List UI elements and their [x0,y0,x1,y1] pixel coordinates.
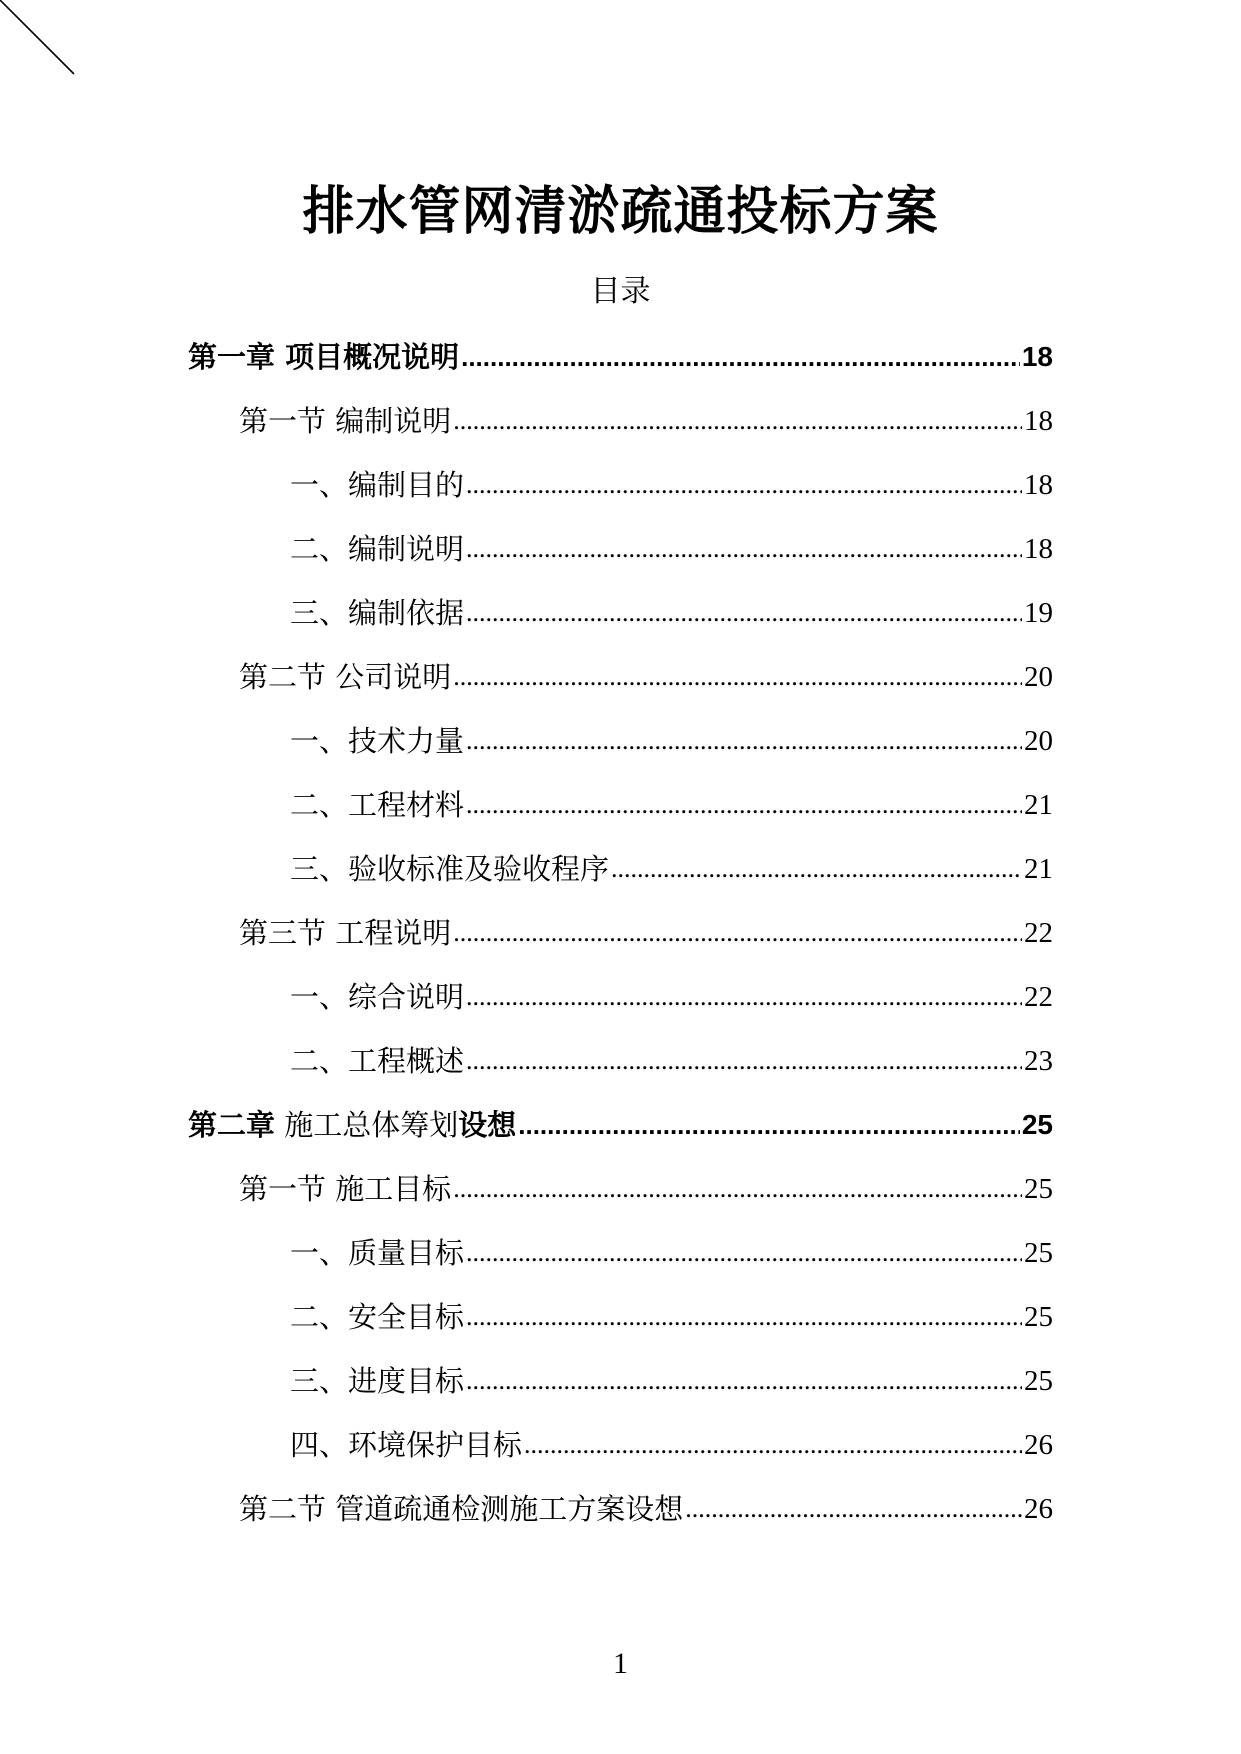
toc-entry-label: 一、技术力量 [290,724,465,758]
dot-leader [466,1297,1022,1337]
toc-entry-item[interactable] [290,461,1053,505]
dot-leader [466,529,1022,569]
toc-entry-label: 一、综合说明 [290,980,465,1014]
toc-entry-page: 25 [1024,1173,1053,1205]
toc-entry-label: 第一节 编制说明 [239,404,452,438]
dot-leader [685,1489,1022,1529]
corner-crop-mark [0,0,80,80]
toc-entry-section[interactable] [239,397,1053,441]
toc-entry-page: 18 [1024,533,1053,565]
toc-entry-page: 25 [1024,1237,1053,1269]
toc-entry-label: 第三节 工程说明 [239,916,452,950]
dot-leader [611,849,1022,889]
toc-entry-label: 第一节 施工目标 [239,1172,452,1206]
toc-label-bold-end: 设想 [458,1108,517,1142]
toc-entry-item[interactable] [290,1421,1053,1465]
toc-entry-page: 20 [1024,725,1053,757]
toc-entry-item[interactable] [290,1293,1053,1337]
dot-leader [453,401,1022,441]
toc-entry-label: 第二节 公司说明 [239,660,452,694]
toc-entry-page: 18 [1024,405,1053,437]
dot-leader [466,1361,1022,1401]
document-title: 排水管网清淤疏通投标方案 [302,182,939,242]
toc-entry-chapter[interactable] [188,333,1053,377]
toc-label-bold-start: 第二章 [188,1108,276,1142]
dot-leader [453,913,1022,953]
toc-entry-page: 23 [1024,1045,1053,1077]
toc-entry-page: 20 [1024,661,1053,693]
toc-entry-page: 18 [1021,341,1053,372]
page-number: 1 [613,1647,628,1680]
toc-entry-page: 25 [1021,1109,1053,1140]
toc-entry-item[interactable] [290,845,1053,889]
toc-entry-item[interactable] [290,1357,1053,1401]
dot-leader [466,977,1022,1017]
toc-entry-label: 二、工程材料 [290,788,465,822]
toc-entry-section[interactable] [239,1485,1053,1529]
toc-entry-page: 26 [1024,1429,1053,1461]
toc-entry-item[interactable] [290,781,1053,825]
toc-entry-label: 三、进度目标 [290,1364,465,1398]
toc-entry-label: 二、工程概述 [290,1044,465,1078]
toc-entry-label: 四、环境保护目标 [290,1428,523,1462]
toc-entry-page: 22 [1024,917,1053,949]
toc-entry-item[interactable] [290,717,1053,761]
dot-leader [466,1233,1022,1273]
toc-entry-label: 第一章 项目概况说明 [188,340,460,374]
toc-entry-section[interactable] [239,1165,1053,1209]
toc-entry-page: 25 [1024,1365,1053,1397]
toc-entry-label: 第二节 管道疏通检测施工方案设想 [239,1492,684,1526]
dot-leader [518,1105,1020,1145]
toc-entry-item[interactable] [290,1037,1053,1081]
toc-entry-label: 一、质量目标 [290,1236,465,1270]
toc-entry-label: 三、验收标准及验收程序 [290,852,610,886]
toc-entry-section[interactable] [239,653,1053,697]
toc-entry-item[interactable] [290,589,1053,633]
dot-leader [466,465,1022,505]
toc-entry-item[interactable] [290,1229,1053,1273]
toc-entry-item[interactable] [290,525,1053,569]
dot-leader [453,657,1022,697]
toc-entry-page: 26 [1024,1493,1053,1525]
toc-entry-page: 19 [1024,597,1053,629]
toc-entry-chapter[interactable] [188,1101,1053,1145]
toc-entry-item[interactable] [290,973,1053,1017]
dot-leader [466,1041,1022,1081]
dot-leader [524,1425,1022,1465]
dot-leader [466,785,1022,825]
toc-heading: 目录 [590,274,651,309]
toc-entry-page: 21 [1024,853,1053,885]
toc-entry-section[interactable] [239,909,1053,953]
toc-entry-label: 一、编制目的 [290,468,465,502]
dot-leader [453,1169,1022,1209]
toc-entry-page: 21 [1024,789,1053,821]
toc-entry-page: 25 [1024,1301,1053,1333]
toc-label-plain: 施工总体筹划 [275,1108,459,1142]
toc-entry-page: 18 [1024,469,1053,501]
dot-leader [466,721,1022,761]
dot-leader [466,593,1022,633]
toc-entry-label: 三、编制依据 [290,596,465,630]
dot-leader [461,337,1020,377]
toc-entry-label: 二、编制说明 [290,532,465,566]
toc-entry-page: 22 [1024,981,1053,1013]
toc-entry-label: 二、安全目标 [290,1300,465,1334]
toc-entry-label [188,1105,516,1145]
